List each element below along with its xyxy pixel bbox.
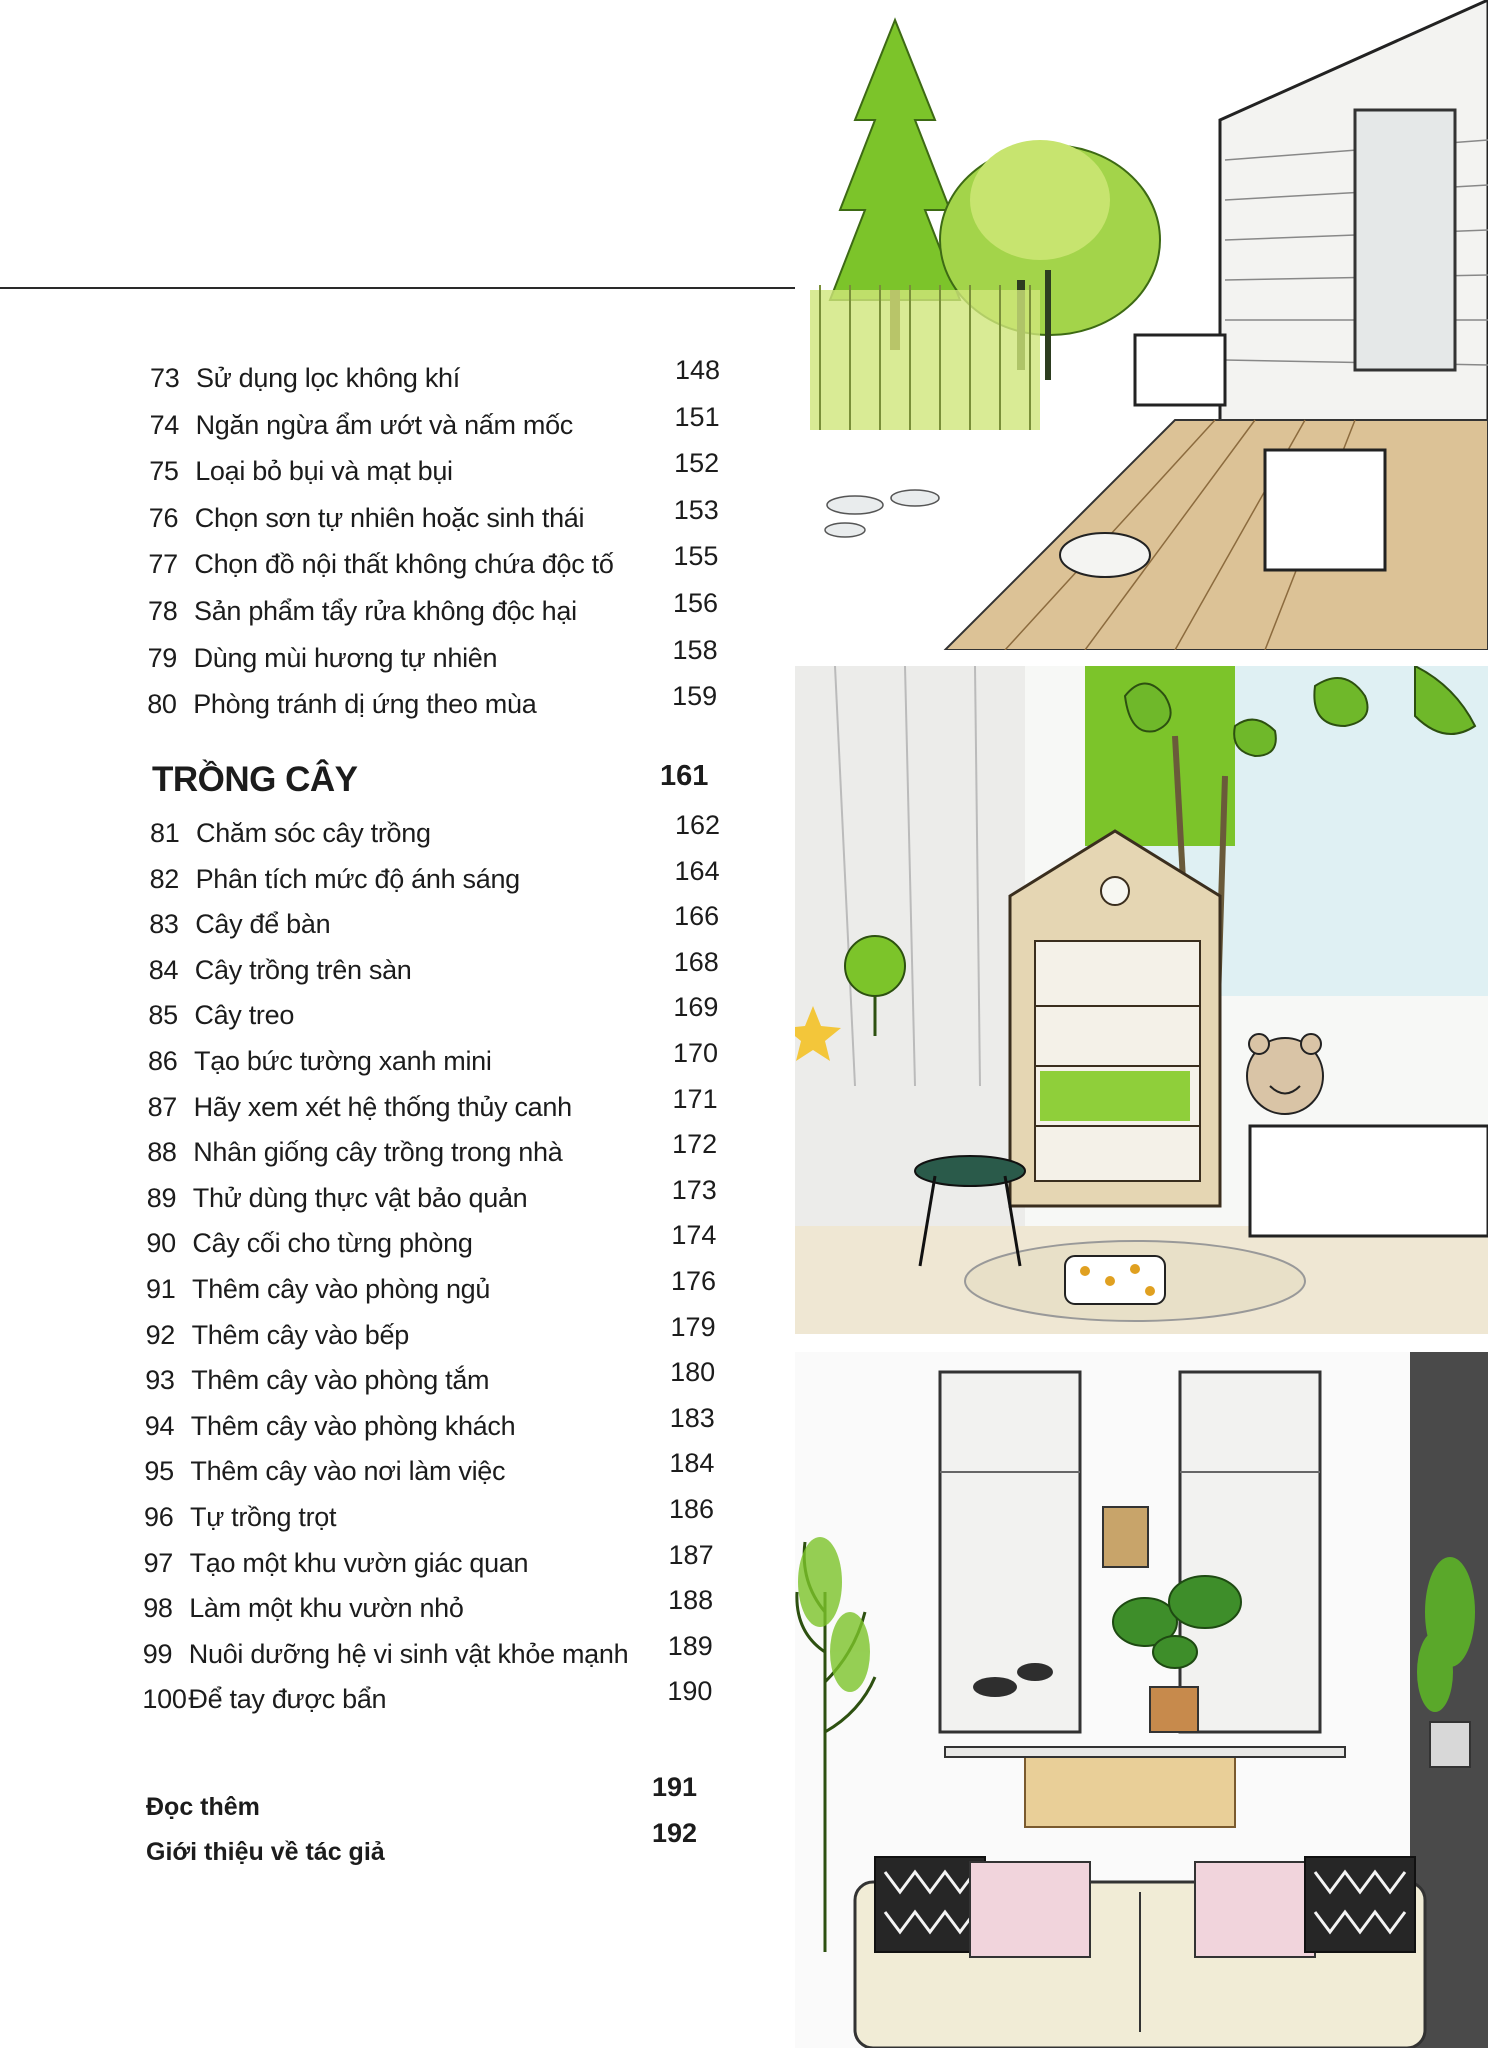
toc-entry <box>147 1176 717 1220</box>
toc-entry-title: Loại bỏ bụi và mạt bụi <box>195 456 453 487</box>
toc-entry-page: 187 <box>668 1539 714 1570</box>
toc-entry-number: 89 <box>146 1182 177 1213</box>
toc-entry-page: 152 <box>674 448 720 479</box>
toc-entry-page: 159 <box>672 681 718 712</box>
toc-entry <box>148 1085 718 1129</box>
toc-entry-title: Sản phẩm tẩy rửa không độc hại <box>194 596 577 626</box>
toc-entry-title: Tạo bức tường xanh mini <box>194 1046 492 1076</box>
toc-entry-number: 96 <box>144 1502 174 1532</box>
toc-entry <box>144 1449 714 1493</box>
toc-entry-number: 94 <box>144 1410 175 1441</box>
toc-entry <box>150 811 720 855</box>
toc-entry-number: 73 <box>150 363 180 393</box>
toc-entry-title: Cây cối cho từng phòng <box>192 1228 473 1259</box>
toc-entry-page: 174 <box>671 1220 717 1251</box>
toc-entry-title: Để tay được bẩn <box>188 1684 387 1715</box>
toc-entry <box>143 1632 713 1676</box>
toc-entry-number: 76 <box>148 502 179 533</box>
toc-entry-title: Thêm cây vào phòng tắm <box>191 1365 490 1396</box>
toc-entry-page: 179 <box>670 1311 716 1342</box>
toc-entry-page: 190 <box>667 1676 713 1707</box>
toc-entry-title: Chăm sóc cây trồng <box>196 818 431 848</box>
toc-entry-number: 82 <box>149 863 180 894</box>
toc-entry <box>150 403 720 447</box>
toc-entry <box>147 1130 717 1174</box>
toc-entry-page: 153 <box>673 494 719 525</box>
toc-entry <box>148 589 718 633</box>
toc-entry <box>144 1541 714 1585</box>
toc-entry <box>147 682 717 726</box>
illustration-garden-deck <box>795 0 1488 650</box>
toc-entry-page: 158 <box>672 634 718 665</box>
toc-entry-page: 155 <box>673 541 719 572</box>
toc-entry-number: 97 <box>143 1547 174 1578</box>
toc-entry <box>148 636 718 680</box>
back-matter-about-author: Giới thiệu về tác giả <box>146 1838 385 1866</box>
toc-entry-title: Chọn sơn tự nhiên hoặc sinh thái <box>194 502 585 533</box>
toc-entry-page: 162 <box>674 810 720 840</box>
toc-entry-page: 171 <box>672 1083 718 1114</box>
toc-entry-number: 83 <box>149 909 179 940</box>
toc-entry-page: 166 <box>674 901 720 932</box>
toc-entry <box>149 449 719 493</box>
toc-entry-page: 186 <box>668 1494 714 1524</box>
toc-entry-number: 81 <box>150 818 180 848</box>
toc-entry-page: 172 <box>672 1129 718 1160</box>
toc-entry-number: 95 <box>144 1456 174 1487</box>
toc-entry-title: Hãy xem xét hệ thống thủy canh <box>193 1091 572 1122</box>
toc-entry-page: 170 <box>672 1038 718 1068</box>
toc-entry <box>142 1677 712 1721</box>
toc-entry-title: Cây để bàn <box>195 909 331 940</box>
toc-entry-number: 86 <box>148 1046 178 1076</box>
back-matter-about-author-page: 192 <box>652 1818 698 1848</box>
toc-entry <box>150 356 720 400</box>
toc-entry-page: 180 <box>670 1357 716 1388</box>
illustration-living-room-shelf <box>795 666 1488 1334</box>
toc-entry-title: Thêm cây vào phòng khách <box>190 1410 516 1441</box>
toc-entry-title: Thử dùng thực vật bảo quản <box>192 1182 528 1213</box>
toc-entry-number: 87 <box>147 1091 178 1122</box>
toc-entry-title: Cây trồng trên sàn <box>194 954 412 985</box>
toc-entry <box>148 1039 718 1083</box>
toc-entry-title: Thêm cây vào bếp <box>191 1319 409 1350</box>
toc-entry-title: Làm một khu vườn nhỏ <box>189 1593 464 1624</box>
toc-entry <box>143 1586 713 1630</box>
toc-entry-number: 91 <box>146 1274 176 1304</box>
toc-entry-page: 184 <box>669 1448 715 1479</box>
toc-entry-title: Chọn đồ nội thất không chứa độc tố <box>194 549 614 580</box>
toc-entry-number: 98 <box>143 1593 173 1624</box>
toc-entry <box>145 1358 715 1402</box>
toc-entry-number: 84 <box>148 954 179 985</box>
toc-entry-title: Tạo một khu vườn giác quan <box>189 1547 529 1578</box>
back-matter-further-reading-page: 191 <box>652 1772 698 1802</box>
toc-entry-title: Phòng tránh dị ứng theo mùa <box>193 689 537 720</box>
toc-entry-number: 100 <box>142 1684 187 1715</box>
toc-entry-number: 77 <box>148 549 178 580</box>
toc-entry-number: 85 <box>148 1000 178 1031</box>
toc-entry <box>148 542 718 586</box>
toc-entry-title: Dùng mùi hương tự nhiên <box>193 642 498 673</box>
toc-entry-page: 164 <box>674 855 720 886</box>
toc-entry-page: 176 <box>670 1266 716 1296</box>
illustration-sofa-room <box>795 1352 1488 2048</box>
toc-entry <box>149 902 719 946</box>
toc-entry-page: 188 <box>668 1585 714 1616</box>
toc-entry-title: Nhân giống cây trồng trong nhà <box>193 1137 563 1168</box>
toc-entry-page: 148 <box>674 355 720 385</box>
toc-entry-page: 156 <box>672 588 718 618</box>
section-page-number: 161 <box>660 760 709 792</box>
toc-entry <box>146 1313 716 1357</box>
toc-entry <box>146 1221 716 1265</box>
toc-entry <box>144 1495 714 1539</box>
toc-entry <box>146 1267 716 1311</box>
toc-entry-title: Thêm cây vào phòng ngủ <box>192 1274 491 1304</box>
toc-entry-title: Sử dụng lọc không khí <box>196 363 460 393</box>
toc-entry-page: 168 <box>673 946 719 977</box>
section-heading: TRỒNG CÂY <box>152 760 358 799</box>
toc-entry-title: Nuôi dưỡng hệ vi sinh vật khỏe mạnh <box>188 1638 629 1669</box>
back-matter-further-reading: Đọc thêm <box>146 1793 260 1821</box>
toc-entry-number: 80 <box>147 689 177 720</box>
toc-entry-page: 183 <box>669 1402 715 1433</box>
toc-entry <box>148 993 718 1037</box>
toc-entry-number: 75 <box>149 456 179 487</box>
toc-entry-title: Phân tích mức độ ánh sáng <box>195 863 520 894</box>
toc-entry <box>145 1404 715 1448</box>
toc-entry-title: Cây treo <box>194 1000 295 1031</box>
toc-entry-number: 74 <box>149 409 180 440</box>
toc-entry <box>149 948 719 992</box>
toc-entry-number: 79 <box>147 642 178 673</box>
toc-entry-title: Ngăn ngừa ẩm ướt và nấm mốc <box>195 409 574 440</box>
toc-entry <box>150 857 720 901</box>
toc-entry-number: 93 <box>145 1365 175 1396</box>
toc-entry-number: 78 <box>148 596 178 626</box>
toc-entry-title: Thêm cây vào nơi làm việc <box>190 1456 506 1487</box>
toc-entry-page: 169 <box>673 992 719 1023</box>
toc-entry-title: Tự trồng trọt <box>190 1502 337 1532</box>
toc-entry-page: 151 <box>674 401 720 432</box>
toc-entry-number: 88 <box>147 1137 177 1168</box>
toc-entry-number: 99 <box>142 1638 173 1669</box>
top-divider <box>0 287 805 289</box>
toc-entry-number: 90 <box>146 1228 176 1259</box>
toc-entry-page: 173 <box>671 1174 717 1205</box>
toc-entry-number: 92 <box>145 1319 176 1350</box>
toc-entry-page: 189 <box>667 1630 713 1661</box>
toc-entry <box>149 496 719 540</box>
